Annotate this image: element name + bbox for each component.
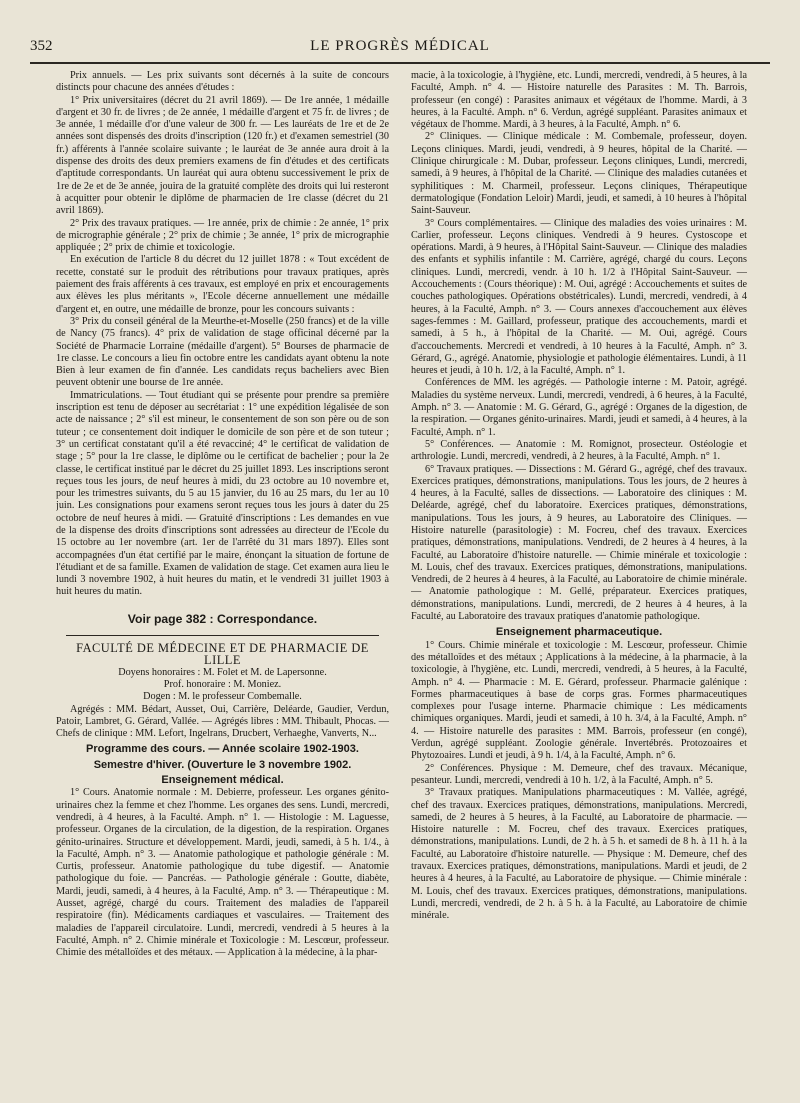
faculty-title: FACULTÉ DE MÉDECINE ET DE PHARMACIE DE LILLE (76, 641, 369, 668)
faculty-line: Prof. honoraire : M. Moniez. (163, 678, 282, 690)
semester-title: Semestre d'hiver. (Ouverture le 3 novembre 1902. (93, 758, 352, 771)
medical-section-title: Enseignement médical. (161, 774, 284, 787)
section-divider (66, 635, 379, 636)
page-header (30, 34, 770, 60)
paragraph: Conférences de MM. les agrégés. — Pathologie interne : M. Patoir, agrégé. Maladies du système nerveux. Lundi, mercredi, vendredi, à 6 heures, à la Faculté, Amph. n° 3. — Anatomie : M. G. Gérard, G., agrégé : Organes de la digestion, de la respiration. — Organes génito-urinaires. Mardi, jeudi et samedi, à 4 heures, à la Faculté, Amph. n° 1. (411, 377, 747, 438)
paragraph: macie, à la toxicologie, à l'hygiène, etc. Lundi, mercredi, vendredi, à 5 heures, à la Faculté, Amph. n° 4. — Histoire naturelle des Parasites : M. Th. Barrois, professeur (en congé) : Parasites animaux et végétaux de l'homme. Mardi, à 3 heures, à la Faculté. Amph. n° 6. Verdun, agrégé suppléant. Parasites animaux et végétaux de l'homme. Mardi, à 3 heures, à la Faculté, Amph. n° 6. (411, 70, 747, 131)
paragraph: 3° Travaux pratiques. Manipulations pharmaceutiques : M. Vallée, agrégé, chef des travaux. Exercices pratiques, démonstrations, manipulations. Mercredi, samedi, de 2 heures à 5 heures, à la Faculté, au Laboratoire de pharmacie. — Histoire naturelle : M. Focreu, chef des travaux. Exercices pratiques, démonstrations, manipulations. Lundi, de 2 h. à 5 h. et samedi de 8 h. à 11 h. à la Faculté, au Laboratoire d'histoire naturelle. — Physique : M. Demeure, chef des travaux. Exercices pratiques, démonstrations, manipulations. Mardi et jeudi, de 2 heures à 4 heures, à la Faculté, au Laboratoire de physique. — Chimie minérale : M. Louis, chef des travaux. Exercices pratiques, démonstrations, manipulations. Lundi, mercredi, vendredi, de 2 h. à 5 h. à la Faculté, au Laboratoire de chimie minérale. (411, 787, 747, 922)
paragraph: 1° Cours. Anatomie normale : M. Debierre, professeur. Les organes génito-urinaires chez la femme et chez l'homme. Les organes des sens. Lundi, mercredi, vendredi, à 4 heures, à la Faculté. Amph. n° 1. — Histologie : M. Laguesse, professeur. Organes de la circulation, de la digestion, de la respiration. Organes génito-urinaires. Structure et développement. Mardi, jeudi, samedi, à 5 h. 1/4., à la Faculté, Amph. n° 3. — Anatomie pathologique et pathologie générale : M. Curtis, professeur. Anatomie pathologique du tube digestif. — Anatomie pathologique du foie. — Pancréas. — Pathologie générale : Goutte, diabète, Mardi, jeudi, samedi, à 4 heures, à la Faculté, Amp. n° 3. — Thérapeutique : M. Ausset, agrégé, chargé du cours. Traitement des maladies de l'appareil respiratoire (fin). Médicaments cardiaques et vasculaires. — Traitement des maladies de l'appareil circulatoire. Lundi, mercredi, vendredi à 5 heures à la Faculté, Amph. n° 2. Chimie minérale et Toxicologie : M. Lescœur, professeur. Chimie des métalloïdes et des métaux. — Application à la médecine, à la phar- (56, 787, 389, 959)
programme-title: Programme des cours. — Année scolaire 1902-1903. (86, 743, 359, 756)
right-column (411, 70, 747, 1080)
page-number: 352 (30, 38, 53, 54)
faculty-line: Dogen : M. le professeur Combemalle. (143, 691, 302, 703)
paragraph: 1° Cours. Chimie minérale et toxicologie : M. Lescœur, professeur. Chimie des métalloïdes et des métaux ; Applications à la médecine, à la pharmacie, à la toxicologie, à l'hygiène, etc. Lundi, mercredi, vendredi, à 5 heures, à la Faculté, Amph. n° 4. — Pharmacie : M. E. Gérard, professeur. Pharmacie galénique : Formes pharmaceutiques à base de corps gras. Formes pharmaceutiques complexes pour l'usage interne. Pharmacie chimique : Les médicaments chimiques organiques. Mardi, jeudi et samedi, à 10 h. 3/4, à la Faculté, Amph. n° 4. — Histoire naturelle des parasites : MM. Barrois, professeur (en congé), Verdun, agrégé suppléant. Zoologie générale. Invertébrés. Protozoaires et Phytozoaires. Lundi et jeudi, à 9 h. 1/4, à la Faculté, Amph. n° 6. (411, 639, 747, 762)
pharma-section-title: Enseignement pharmaceutique. (495, 626, 663, 639)
left-column (56, 70, 389, 1080)
paragraph: En exécution de l'article 8 du décret du 12 juillet 1878 : « Tout excédent de recette, constaté sur le produit des rétributions pour travaux pratiques, après paiement des frais afférents à ces travaux, est employé en prix et encouragements aux élèves les plus méritants », l'Ecole décerne annuellement une médaille d'argent et, en outre, une médaille de bronze, pour les concours suivants : (56, 254, 389, 315)
paragraph: 2° Conférences. Physique : M. Demeure, chef des travaux. Mécanique, pesanteur. Lundi, mercredi, vendredi à 10 h. 1/2, à la Faculté, Amph. n° 5. (411, 762, 747, 786)
running-title: LE PROGRÈS MÉDICAL (310, 38, 490, 54)
header-rule (30, 62, 770, 64)
paragraph: 5° Conférences. — Anatomie : M. Romignot, prosecteur. Ostéologie et arthrologie. Lundi, mercredi, vendredi, à 2 heures, à la Faculté, Amph. n° 1. (411, 438, 747, 463)
paragraph: 6° Travaux pratiques. — Dissections : M. Gérard G., agrégé, chef des travaux. Exercices pratiques, démonstrations, manipulations. Tous les jours, de 2 heures à 4 heures, à la Faculté, salles de dissections. — Laboratoire des cliniques : M. Deléarde, agrégé, chef du laboratoire. Exercices pratiques, démonstrations, manipulations. Tous les jours, à 9 heures, au Laboratoire des Cliniques. — Histoire naturelle (parasitologie) : M. Focreu, chef des travaux. Exercices pratiques, démonstrations, manipulations. Vendredi, de 2 heures à 4 heures, à la Faculté, au Laboratoire d'histoire naturelle. — Chimie minérale et toxicologie : M. Louis, chef des travaux. Exercices pratiques, démonstrations, manipulations. Vendredi, de 2 heures à 4 heures, à la Faculté, au Laboratoire de chimie minérale. — Anatomie pathologique : M. Gellé, préparateur. Exercices pratiques, démonstrations, manipulations. Lundi, mercredi, de 2 heures à 4 heures, à la Faculté, au Laboratoire des travaux pratiques d'anatomie pathologique. (411, 463, 747, 623)
paragraph: 3° Cours complémentaires. — Clinique des maladies des voies urinaires : M. Carlier, professeur. Leçons cliniques. Vendredi à 9 heures. Cystoscope et opérations. Mardi, à 9 heures, à l'Hôpital Saint-Sauveur. — Clinique des maladies des enfants et syphilis infantile : M. Carrière, agrégé, chargé du cours. Leçons cliniques. Lundi, mercredi, vendr. à 10 h. 1/2 à l'Hôpital Saint-Sauveur. — Accouchements : (Cours théorique) : M. Oui, agrégé : Accouchements et suites de couches pathologiques. Opérations obstétricales). Lundi, mercredi, vendredi, à 4 heures, à la Faculté, Amph. n° 3. — Cours annexes d'accouchement aux élèves sages-femmes : M. Gaillard, professeur, pratique des accouchements, mardi et samedi, à 5 h., à l'hôpital de la Charité. — M. Oui, agrégé. Cours d'accouchements. Mercredi et vendredi, à 10 heures à la Faculté, Amph. n° 3. Gérard, G., agrégé. Anatomie, physiologie et pathologie élémentaires. Lundi, à 11 heures et jeudi, à 10 h. 1/2, à la Faculté, Amph. n° 1. (411, 217, 747, 377)
see-page-note: Voir page 382 : Correspondance. (127, 611, 318, 626)
paragraph: Immatriculations. — Tout étudiant qui se présente pour prendre sa première inscription est tenu de déposer au secrétariat : 1° une expédition légalisée de son acte de naissance ; 2° s'il est mineur, le consentement de son son père ou de son tuteur ; ce consentement doit indiquer le domicile de son père et de son tuteur ; 3° un certificat constatant qu'il a été revacciné; 4° le certificat de validation de stage ; 5° pour la 1re classe, le diplôme ou le certificat de bachelier ; pour la 2e classe, le certificat institué par le décret du 25 juillet 1893. Les inscriptions seront reçues tous les jours, de neuf heures à midi, du 23 octobre au 10 novembre et, pour les trimestres suivants, du 5 au 15 janvier, du 16 au 25 mars, du 1er au 10 juin. Les consignations pour examens seront reçues tous les jours à dater du 25 octobre de neuf heures à midi. — Gratuité d'inscriptions : Les demandes en vue de la dispense des droits d'inscriptions sont adressées au directeur de l'Ecole du 15 octobre au 1er novembre (art. 1er de l'arrêté du 31 mars 1897). Elles sont accompagnées d'un état certifié par le maire, énonçant la situation de fortune de l'étudiant et de sa famille. Examen de validation de stage. Cet examen aura lieu le lundi 3 novembre 1902, à huit heures du matin, et le vendredi 31 juillet 1903 à huit heures du matin. (56, 389, 389, 598)
faculty-line: Doyens honoraires : M. Folet et M. de Lapersonne. (118, 666, 327, 678)
paragraph: 1° Prix universitaires (décret du 21 avril 1869). — De 1re année, 1 médaille d'argent et 30 fr. de livres ; de 2e année, 1 médaille d'argent et 75 fr. de livres ; de 3e année, 1 médaille d'or d'une valeur de 300 fr. — Les lauréats de 1re et de 2e années sont dispensés des droits d'inscription (120 fr.) et d'examen semestriel (30 fr.) afférents à l'année scolaire suivante ; le lauréat de 3e année aura droit à la dispense des droits des deux premiers examens de fin d'études et des certificats d'aptitude correspondants. Un lauréat qui aura obtenu successivement le prix de 1re de 2e et de 3e année, jouira de la gratuité complète des droits qui lui resteront à acquitter pour obtenir le diplôme de pharmacien de 1re classe (décret du 21 avril 1869). (56, 94, 389, 217)
paragraph: 2° Prix des travaux pratiques. — 1re année, prix de chimie : 2e année, 1° prix de micrographie générale ; 2° prix de chimie ; 3e année, 1° prix de micrographie appliquée ; 2° prix de chimie et toxicologie. (56, 217, 389, 254)
paragraph: 3° Prix du conseil général de la Meurthe-et-Moselle (250 francs) et de la ville de Nancy (75 francs). 4° prix de validation de stage officinal décerné par la Société de Pharmacie Lorraine (médaille d'argent). 5° Bourses de pharmacie de 1re classe. Le concours a lieu fin octobre entre les candidats ayant obtenu la note Bien à leur examen de fin d'année. Les candidats reçus bacheliers avec Bien peuvent obtenir une bourse de 1re année. (56, 315, 389, 389)
faculty-line: Agrégés : MM. Bédart, Ausset, Oui, Carrière, Deléarde, Gaudier, Verdun, Patoir, Lambret, G. Gérard, Vallée. — Agrégés libres : MM. Thibault, Phocas. — Chefs de clinique : MM. Lefort, Ingelrans, Drucbert, Verhaeghe, Vanverts, N... (56, 703, 389, 740)
paragraph: 2° Cliniques. — Clinique médicale : M. Combemale, professeur, doyen. Leçons cliniques. Mardi, jeudi, vendredi, à 9 heures, hôpital de la Charité. — Clinique chirurgicale : M. Dubar, professeur. Leçons cliniques, Lundi, mercredi, samedi, à 9 heures, à l'hôpital de la Charité. — Clinique des maladies cutanées et syphilitiques : M. Charmeil, professeur. Leçons cliniques, Thérapeutique dermatologique (Fondation Leloir) Mardi, jeudi, et samedi, à 10 heures à l'hôpital Saint-Sauveur. (411, 131, 747, 217)
paragraph: Prix annuels. — Les prix suivants sont décernés à la suite de concours distincts pour chacune des années d'études : (56, 70, 389, 94)
